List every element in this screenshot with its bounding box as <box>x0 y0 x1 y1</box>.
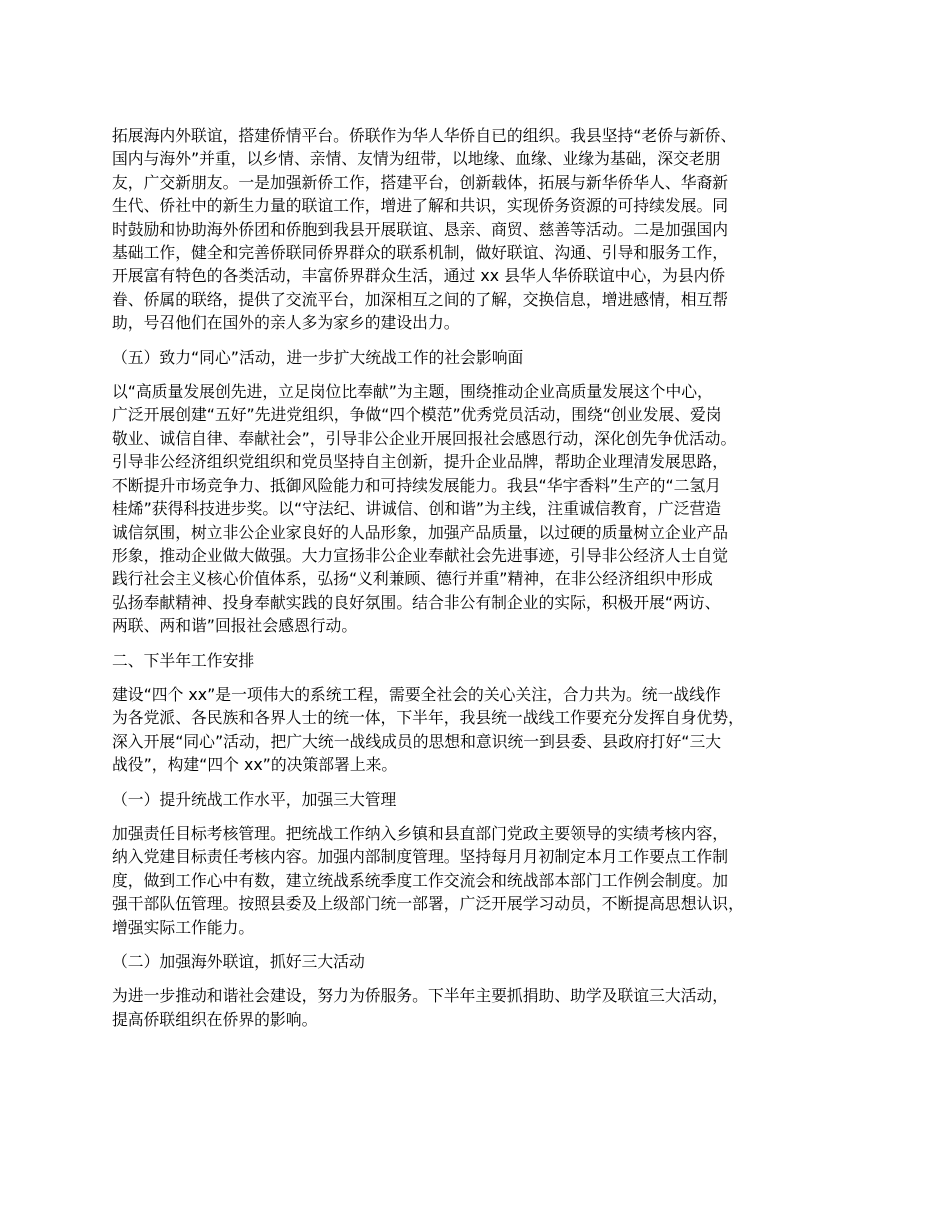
paragraph-four-xx: 建设“四个 xx”是一项伟大的系统工程，需要全社会的关心关注，合力共为。统一战线作 为各党派、各民族和各界人士的统一体，下半年，我县统一战线工作要充分发挥自身优势， 深入开展“同心”活动，把广大统一战线成员的思想和意识统一到县委、县政府打好“三大 战役”，构建“四个 xx”的决策部署上来。 <box>112 684 744 775</box>
document-page <box>112 124 858 1042</box>
paragraph-tongxin-activity: 以“高质量发展创先进，立足岗位比奉献”为主题，围绕推动企业高质量发展这个中心， 广泛开展创建“五好”先进党组织，争做“四个模范”优秀党员活动，围绕“创业发展、爱岗 敬业、诚信自律、奉献社会”，引导非公企业开展回报社会感恩行动，深化创先争优活动。 引导非公经济组织党组织和党员坚持自主创新，提升企业品牌，帮助企业理清发展思路， 不断提升市场竞争力、抵御风险能力和可持续发展能力。我县“华宇香料”生产的“二氢月 桂烯”获得科技进步奖。以“守法纪、讲诚信、创和谐”为主线，注重诚信教育，广泛营造 诚信氛围，树立非公企业家良好的人品形象，加强产品质量，以过硬的质量树立企业产品 形象，推动企业做大做强。大力宣扬非公企业奉献社会先进事迹，引导非公经济人士自觉 践行社会主义核心价值体系，弘扬“义利兼顾、德行并重”精神，在非公经济组织中形成 弘扬奉献精神、投身奉献实践的良好氛围。结合非公有制企业的实际，积极开展“两访、 两联、两和谐”回报社会感恩行动。 <box>112 382 737 636</box>
heading-section-five: （五）致力“同心”活动，进一步扩大统战工作的社会影响面 <box>112 347 524 367</box>
paragraph-three-management: 加强责任目标考核管理。把统战工作纳入乡镇和县直部门党政主要领导的实绩考核内容， 纳入党建目标责任考核内容。加强内部制度管理。坚持每月月初制定本月工作要点工作制 度，做到工作心中有数，建立统战系统季度工作交流会和统战部本部门工作例会制度。加 强干部队伍管理。按照县委及上级部门统一部署，广泛开展学习动员，不断提高思想认识， 增强实际工作能力。 <box>112 823 744 937</box>
heading-section-two: （二）加强海外联谊，抓好三大活动 <box>112 952 365 971</box>
paragraph-overseas-liaison: 拓展海内外联谊，搭建侨情平台。侨联作为华人华侨自已的组织。我县坚持“老侨与新侨、 国内与海外”并重，以乡情、亲情、友情为纽带，以地缘、血缘、业缘为基础，深交老朋 友，广交新朋友。一是加强新侨工作，搭建平台，创新载体，拓展与新华侨华人、华裔新 生代、侨社中的新生力量的联谊工作，增进了解和共识，实现侨务资源的可持续发展。同 时鼓励和协助海外侨团和侨胞到我县开展联谊、恳亲、商贸、慈善等活动。二是加强国内 基础工作，健全和完善侨联同侨界群众的联系机制，做好联谊、沟通、引导和服务工作， 开展富有特色的各类活动，丰富侨界群众生活，通过 xx 县华人华侨联谊中心，为县内侨 眷、侨属的联络，提供了交流平台，加深相互之间的了解，交换信息，增进感情，相互帮 助，号召他们在国外的亲人多为家乡的建设出力。 <box>112 126 737 333</box>
paragraph-three-activities: 为进一步推动和谐社会建设，努力为侨服务。下半年主要抓捐助、助学及联谊三大活动， 提高侨联组织在侨界的影响。 <box>112 986 729 1029</box>
heading-section-one: （一）提升统战工作水平，加强三大管理 <box>112 789 397 809</box>
heading-second-half-plan: 二、下半年工作安排 <box>112 650 255 670</box>
